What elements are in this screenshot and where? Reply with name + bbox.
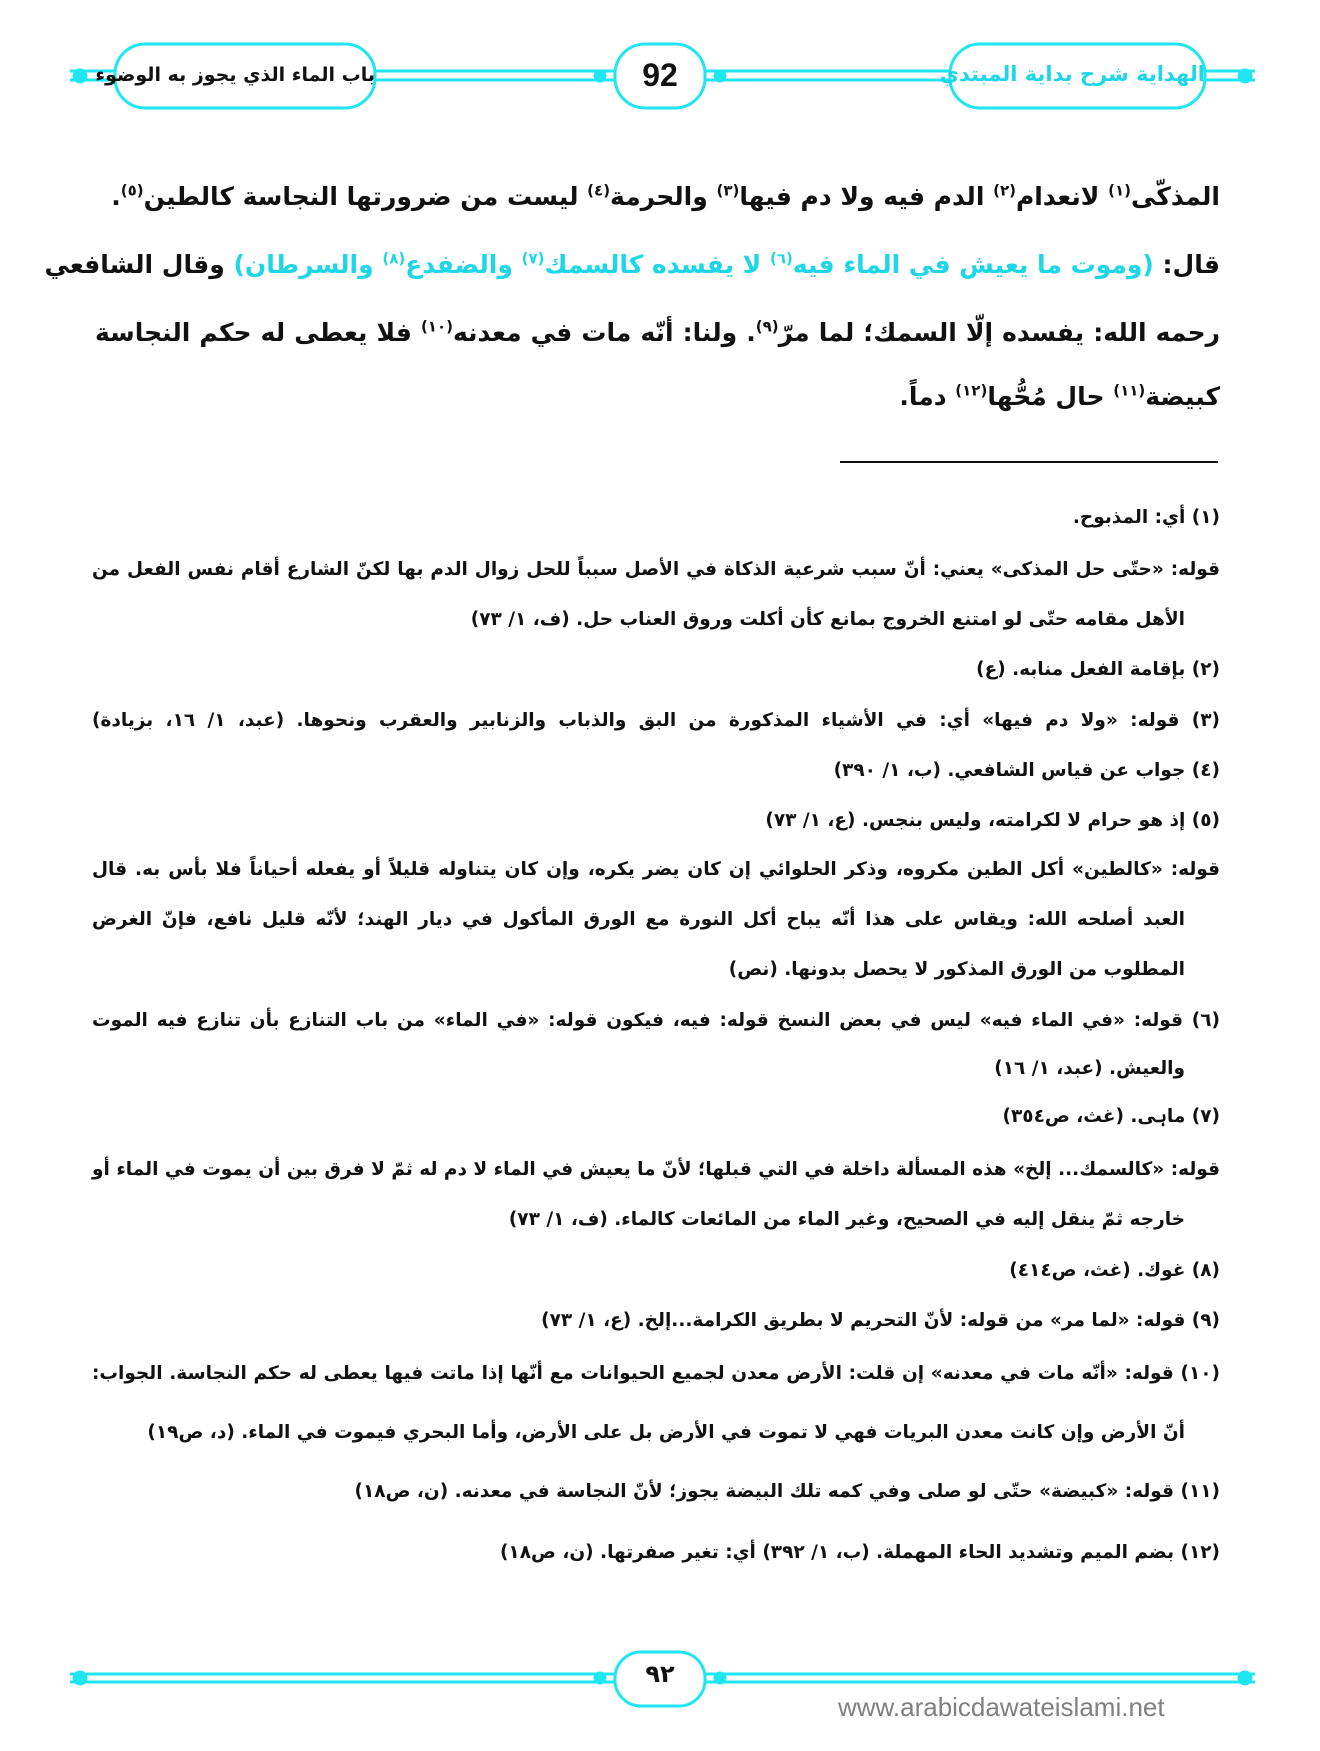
footnote-separator xyxy=(840,461,1218,463)
text-segment: (١٠) xyxy=(1173,1363,1220,1384)
footnote-line xyxy=(92,859,1220,880)
text-segment: العبد أصلحه الله: ويقاس على هذا أنّه يباح أكل النورة مع الورق المأكول في ديار الهند؛ لأنّه قليل نافع، فإنّ الغرض xyxy=(92,909,1185,930)
page-number-footer: ٩٢ xyxy=(645,1660,675,1688)
footnote-line xyxy=(92,507,1220,528)
footnote-continuation-line xyxy=(92,959,1185,980)
text-segment: وقال الشافعي xyxy=(44,250,234,279)
footnote-marker[interactable]: (٣) xyxy=(716,181,740,200)
footnote-continuation-line xyxy=(92,1058,1185,1079)
quoted-term: قوله: «كالطين» xyxy=(1072,859,1220,880)
matn-text: والسرطان) xyxy=(233,250,383,279)
text-segment: . xyxy=(111,182,121,211)
footnote-line xyxy=(92,1260,1220,1281)
text-segment: إن قلت: الأرض معدن لجميع الحيوانات مع أنّها إذا ماتت فيها يعطى له حكم النجاسة. الجواب: xyxy=(92,1363,931,1384)
text-segment: ليس في بعض النسخ قوله: فيه، فيكون قوله: «في الماء» من باب التنازع بأن تنازع فيه الموت xyxy=(92,1010,980,1031)
footnote-marker[interactable]: (٥) xyxy=(120,181,144,200)
quoted-term: قوله: «كبيضة» xyxy=(1039,1481,1175,1502)
text-segment: . ولنا: أنّه مات في معدنه xyxy=(452,318,756,347)
footnote-marker[interactable]: (٦) xyxy=(770,249,793,268)
footnote-marker[interactable]: (٨) xyxy=(382,249,406,268)
quoted-term: قوله: «كالسمك... إلخ» xyxy=(1013,1159,1221,1180)
text-segment: رحمه الله: يفسده إلّا السمك؛ لما مرّ xyxy=(778,318,1220,347)
matn-text: (وموت ما يعيش في الماء فيه xyxy=(792,250,1154,279)
footnote-line xyxy=(92,1310,1220,1331)
text-segment: الدم فيه ولا دم فيها xyxy=(739,182,994,211)
main-text-line xyxy=(95,182,1220,211)
quoted-term: قوله: «في الماء فيه» xyxy=(979,1010,1184,1031)
text-segment: كبيضة xyxy=(1145,382,1220,411)
quoted-term: قوله: «لما مر» xyxy=(1050,1310,1186,1331)
text-segment: (٦) xyxy=(1183,1010,1221,1031)
text-segment: خارجه ثمّ ينقل إليه في الصحيح، وغير الماء من المائعات كالماء. (ف، ١/ ٧٣) xyxy=(508,1209,1185,1230)
footnote-line xyxy=(92,810,1220,831)
website-link[interactable]: www.arabicdawateislami.net xyxy=(838,1692,1165,1722)
text-segment: المذكّى xyxy=(1131,182,1220,211)
footnote-line xyxy=(92,1159,1220,1180)
footnote-line xyxy=(92,1542,1220,1563)
text-segment: المطلوب من الورق المذكور لا يحصل بدونها. (نص) xyxy=(728,959,1185,980)
footnote-line xyxy=(92,1106,1220,1127)
text-segment: قال: xyxy=(1153,250,1220,279)
chapter-title: باب الماء الذي يجوز به الوضوء xyxy=(95,64,375,86)
text-segment: من قوله: لأنّ التحريم لا بطريق الكرامة...إلخ. (ع، ١/ ٧٣) xyxy=(541,1310,1050,1331)
text-segment: حال مُحُّها xyxy=(987,382,1114,411)
footnote-line xyxy=(92,659,1220,680)
footnote-marker[interactable]: (١٢) xyxy=(955,381,988,400)
main-text-line xyxy=(44,249,1220,279)
text-segment: والعيش. (عبد، ١/ ١٦) xyxy=(994,1058,1185,1079)
text-segment: يعني: أنّ سبب شرعية الذكاة في الأصل سبباً للحل زوال الدم بها لكنّ الشارع أقام نفس الفعل من xyxy=(92,559,991,580)
main-text-line xyxy=(95,382,1220,411)
footnote-marker[interactable]: (٩) xyxy=(755,317,779,336)
text-segment: (٩) xyxy=(1185,1310,1220,1331)
footnote-line xyxy=(92,559,1220,580)
footnote-marker[interactable]: (٧) xyxy=(521,249,545,268)
text-segment: أنّ الأرض وإن كانت معدن البريات فهي لا تموت في الأرض بل على الأرض، وأما البحري فيموت في الماء. (د، ص١٩) xyxy=(147,1422,1185,1443)
text-segment: ليست من ضرورتها النجاسة كالطين xyxy=(143,182,588,211)
footnote-line xyxy=(92,1363,1220,1384)
matn-text: والضفدع xyxy=(405,250,522,279)
text-segment: (٧) ماہی. (غث، ص٣٥٤) xyxy=(1002,1106,1220,1127)
quoted-term: قوله: «أنّه مات في معدنه» xyxy=(930,1363,1174,1384)
quoted-term: قوله: «ولا دم فيها» xyxy=(982,710,1180,731)
text-segment: أي: في الأشياء المذكورة من البق والذباب والزنابير والعقرب ونحوها. (عبد، ١/ ١٦، بزيادة) xyxy=(92,710,983,731)
text-segment: (٤) جواب عن قياس الشافعي. (ب، ١/ ٣٩٠) xyxy=(833,760,1220,781)
text-segment: (١٢) بضم الميم وتشديد الحاء المهملة. (ب، ١/ ٣٩٢) أي: تغير صفرتها. (ن، ص١٨) xyxy=(499,1542,1220,1563)
footnote-continuation-line xyxy=(92,1209,1185,1230)
text-segment: (٢) بإقامة الفعل منابه. (ع) xyxy=(976,659,1220,680)
text-segment: (١١) xyxy=(1174,1481,1220,1502)
footnote-continuation-line xyxy=(92,909,1185,930)
text-segment: فلا يعطى له حكم النجاسة xyxy=(95,318,421,347)
text-segment: (٨) غوك. (غث، ص٤١٤) xyxy=(1009,1260,1220,1281)
footnote-continuation-line xyxy=(92,1422,1185,1443)
quoted-term: قوله: «حتّى حل المذكى» xyxy=(990,559,1220,580)
text-segment: (٥) إذ هو حرام لا لكرامته، وليس بنجس. (ع، ١/ ٧٣) xyxy=(765,810,1220,831)
footnote-marker[interactable]: (٤) xyxy=(587,181,611,200)
footnote-line xyxy=(92,1010,1220,1031)
page-number-header: 92 xyxy=(642,57,678,93)
book-title: الهداية شرح بداية المبتدي xyxy=(939,62,1205,86)
text-segment: أكل الطين مكروه، وذكر الحلوائي إن كان يضر يكره، وإن كان يتناوله قليلاً أو يفعله أحياناً فلا بأس به. قال xyxy=(92,859,1072,880)
text-segment: الأهل مقامه حتّى لو امتنع الخروج بمانع كأن أكلت وروق العناب حل. (ف، ١/ ٧٣) xyxy=(470,609,1185,630)
text-segment: لانعدام xyxy=(1015,182,1109,211)
text-segment: دماً. xyxy=(899,382,956,411)
footnote-line xyxy=(92,710,1220,731)
text-segment: والحرمة xyxy=(610,182,717,211)
text-segment: حتّى لو صلى وفي كمه تلك البيضة يجوز؛ لأنّ النجاسة في معدنه. (ن، ص١٨) xyxy=(354,1481,1040,1502)
text-segment: (٣) xyxy=(1179,710,1220,731)
footnote-continuation-line xyxy=(92,609,1185,630)
text-segment: هذه المسألة داخلة في التي قبلها؛ لأنّ ما يعيش في الماء لا دم له ثمّ لا فرق بين أن يموت في الماء أو xyxy=(92,1159,1014,1180)
matn-text: لا يفسده كالسمك xyxy=(544,250,771,279)
footnote-marker[interactable]: (١١) xyxy=(1113,381,1146,400)
footnote-line xyxy=(92,760,1220,781)
footnote-marker[interactable]: (١) xyxy=(1108,181,1131,200)
main-text-line xyxy=(95,318,1220,347)
footnote-marker[interactable]: (٢) xyxy=(993,181,1016,200)
text-segment: (١) أي: المذبوح. xyxy=(1072,507,1220,528)
footnote-line xyxy=(92,1481,1220,1502)
footnote-marker[interactable]: (١٠) xyxy=(420,317,453,336)
